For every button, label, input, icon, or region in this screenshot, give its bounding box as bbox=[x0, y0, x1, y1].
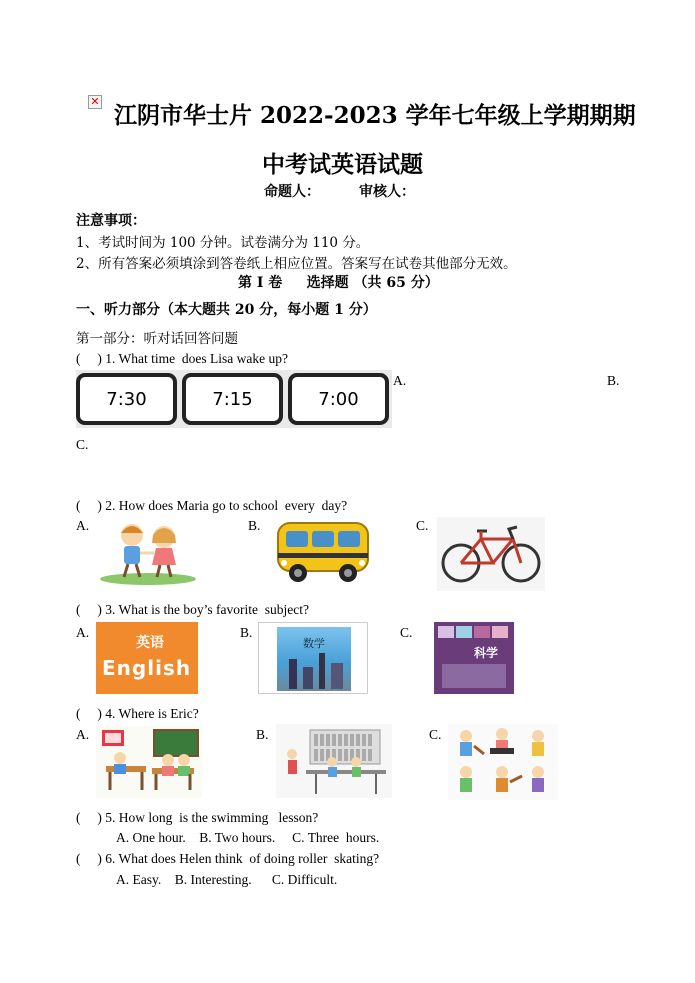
question-5: ( ) 5. How long is the swimming lesson? bbox=[76, 810, 319, 825]
math-book-image: 数学 bbox=[258, 622, 368, 694]
q3-option-b: B. bbox=[240, 625, 253, 640]
q3-option-c: C. bbox=[400, 625, 413, 640]
q2-option-a: A. bbox=[76, 518, 90, 533]
library-image bbox=[276, 724, 392, 798]
bicycle-image bbox=[437, 517, 545, 591]
clock-option-c: 7:00 bbox=[288, 373, 389, 425]
volume-heading: 第 I 卷 选择题 （共 65 分） bbox=[238, 275, 439, 291]
q2-option-b: B. bbox=[248, 518, 261, 533]
q1-option-b: B. bbox=[607, 373, 620, 388]
q4-option-b: B. bbox=[256, 727, 269, 742]
broken-image-icon: ✕ bbox=[88, 95, 102, 109]
listening-sub-heading: 第一部分：听对话回答问题 bbox=[76, 331, 238, 347]
clock-option-a: 7:30 bbox=[76, 373, 177, 425]
title-line-2: 中考试英语试题 bbox=[262, 151, 423, 178]
q2-option-c: C. bbox=[416, 518, 429, 533]
question-4: ( ) 4. Where is Eric? bbox=[76, 706, 199, 721]
clock-option-b: 7:15 bbox=[182, 373, 283, 425]
notes-heading: 注意事项： bbox=[76, 213, 146, 229]
q6-answers: A. Easy. B. Interesting. C. Difficult. bbox=[116, 872, 338, 887]
notes-line-2: 2、所有答案必须填涂到答卷纸上相应位置。答案写在试卷其他部分无效。 bbox=[76, 256, 517, 272]
q3-option-a: A. bbox=[76, 625, 90, 640]
english-book-image: 英语 English bbox=[96, 622, 198, 694]
question-3: ( ) 3. What is the boy’s favorite subject? bbox=[76, 602, 309, 617]
title-line-1: 江阴市华士片 2022-2023 学年七年级上学期期期 bbox=[114, 102, 636, 129]
school-bus-image bbox=[270, 517, 375, 585]
walking-kids-image bbox=[96, 517, 200, 587]
q5-answers: A. One hour. B. Two hours. C. Three hours. bbox=[116, 830, 380, 845]
science-book-image: 科学 bbox=[434, 622, 514, 694]
question-6: ( ) 6. What does Helen think of doing roller skating? bbox=[76, 851, 380, 866]
music-room-image bbox=[448, 724, 558, 800]
q4-option-c: C. bbox=[429, 727, 442, 742]
q4-option-a: A. bbox=[76, 727, 90, 742]
q1-option-c: C. bbox=[76, 437, 89, 452]
classroom-image bbox=[96, 726, 202, 798]
q1-option-a: A. bbox=[393, 373, 407, 388]
notes-line-1: 1、考试时间为 100 分钟。试卷满分为 110 分。 bbox=[76, 235, 370, 251]
question-1: ( ) 1. What time does Lisa wake up? bbox=[76, 351, 288, 366]
authors-line: 命题人： 审核人： bbox=[264, 184, 415, 200]
question-2: ( ) 2. How does Maria go to school every day? bbox=[76, 498, 348, 513]
listening-part-heading: 一、听力部分（本大题共 20 分，每小题 1 分） bbox=[76, 302, 377, 318]
